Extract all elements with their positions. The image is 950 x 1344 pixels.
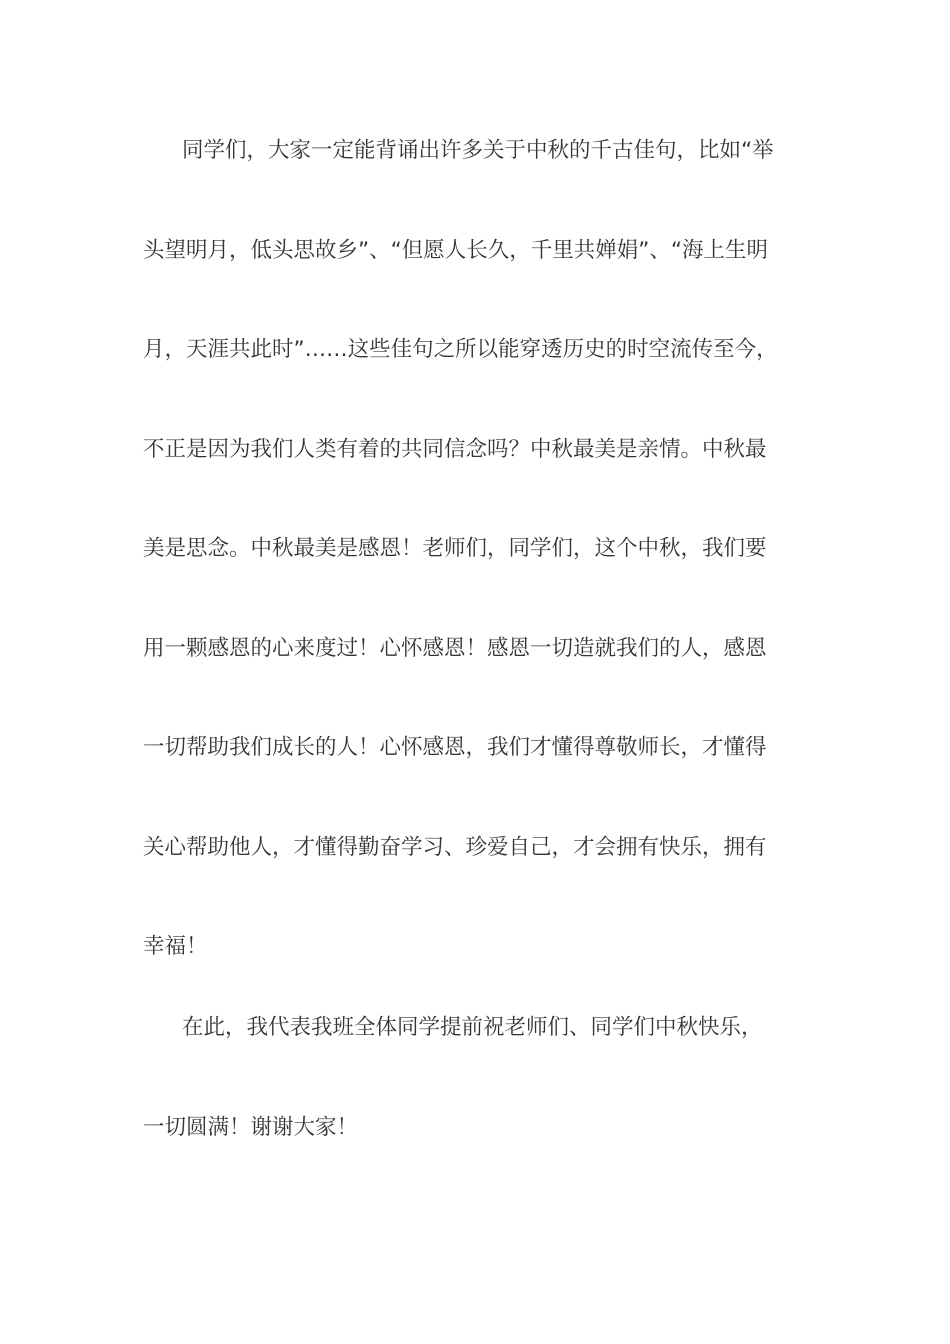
paragraph-line: 在此，我代表我班全体同学提前祝老师们、同学们中秋快乐， (182, 1015, 763, 1040)
paragraph-line: 一切圆满！谢谢大家！ (143, 1115, 359, 1140)
paragraph-line: 美是思念。中秋最美是感恩！老师们，同学们，这个中秋，我们要 (143, 536, 767, 561)
paragraph-line: 同学们，大家一定能背诵出许多关于中秋的千古佳句，比如“举 (182, 138, 774, 163)
paragraph-line: 用一颗感恩的心来度过！心怀感恩！感恩一切造就我们的人，感恩 (143, 635, 767, 661)
paragraph-mid-autumn-verses (143, 136, 803, 1032)
paragraph-line: 关心帮助他人，才懂得勤奋学习、珍爱自己，才会拥有快乐，拥有 (143, 834, 767, 860)
paragraph-closing-wishes (143, 1013, 803, 1213)
paragraph-line: 头望明月，低头思故乡”、“但愿人长久，千里共婵娟”、“海上生明 (143, 237, 769, 263)
paragraph-line: 不正是因为我们人类有着的共同信念吗？中秋最美是亲情。中秋最 (143, 436, 767, 462)
paragraph-line: 月，天涯共此时”……这些佳句之所以能穿透历史的时空流传至今， (143, 337, 778, 362)
paragraph-line: 一切帮助我们成长的人！心怀感恩，我们才懂得尊敬师长，才懂得 (143, 735, 767, 760)
paragraph-line: 幸福！ (143, 934, 208, 959)
